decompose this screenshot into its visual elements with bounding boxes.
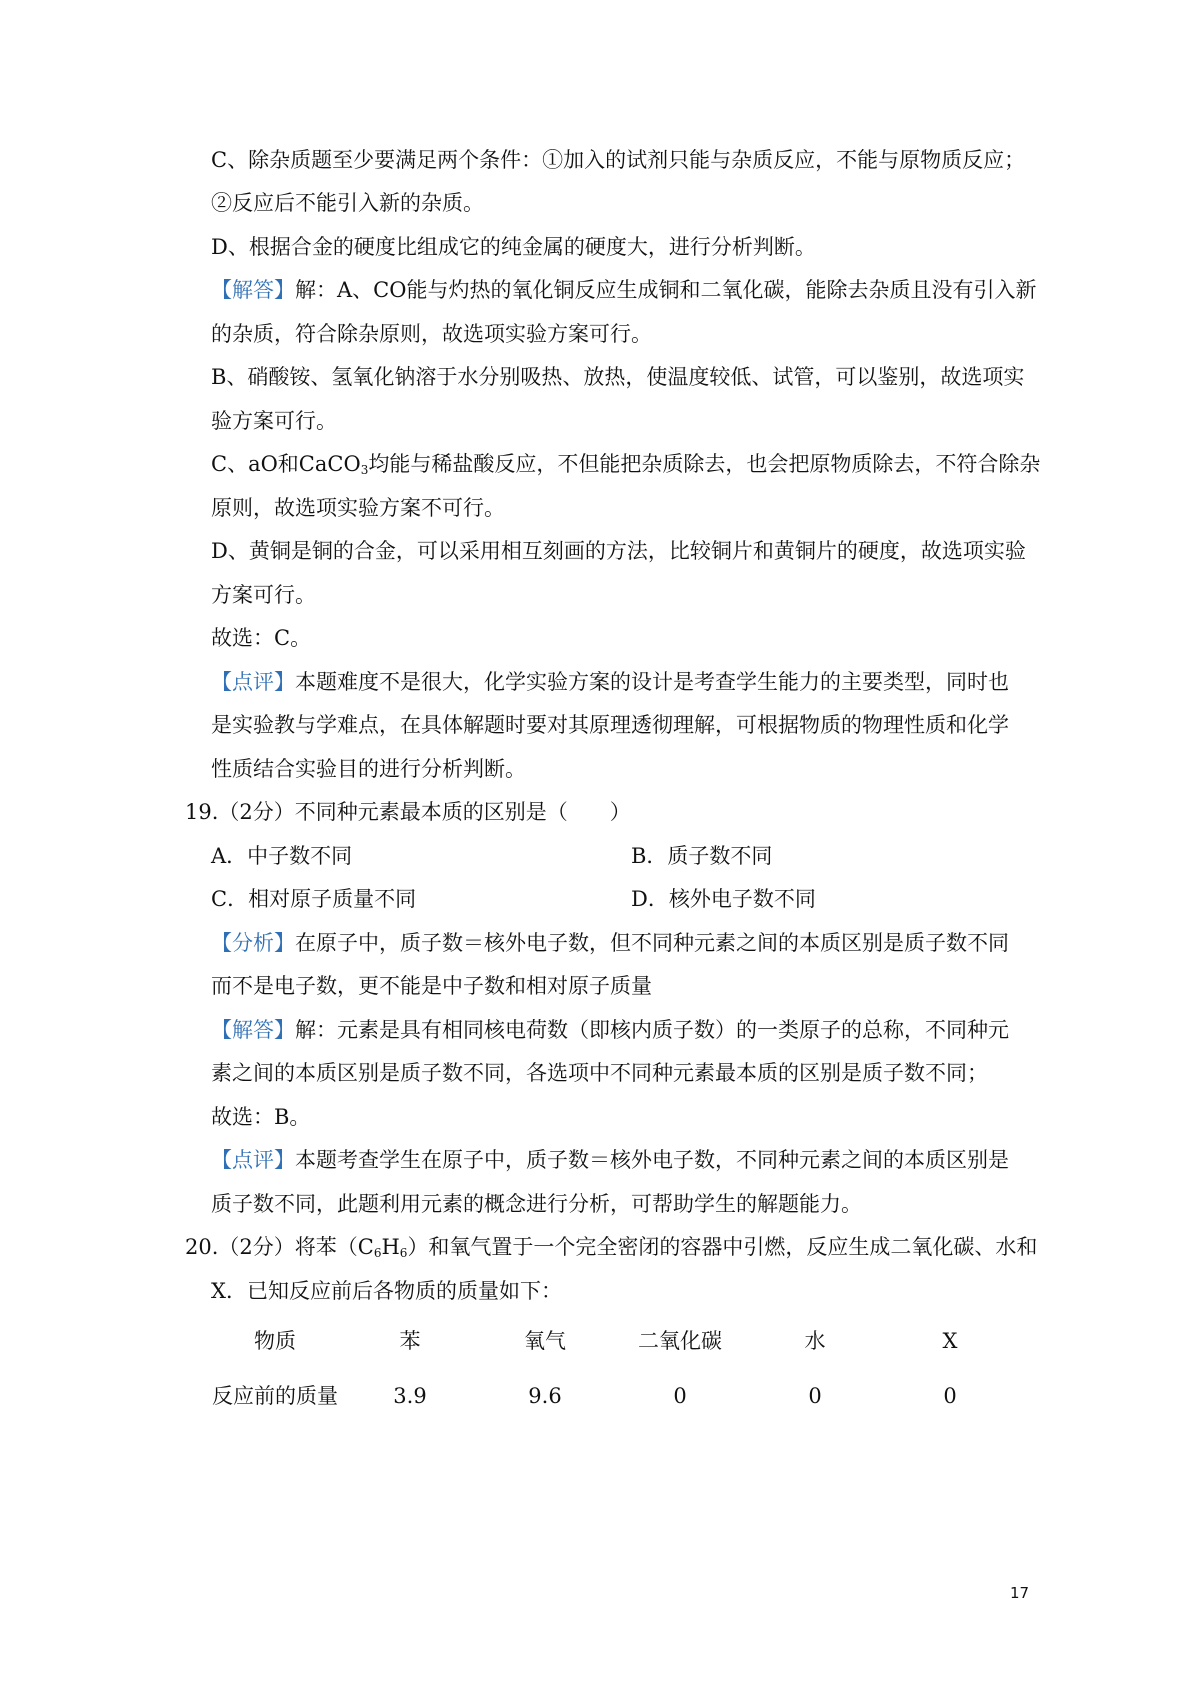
text-line: 而不是电子数，更不能是中子数和相对原子质量 xyxy=(211,974,652,998)
analysis-tag: 【分析】 xyxy=(211,931,295,955)
text-line: 质子数不同，此题利用元素的概念进行分析，可帮助学生的解题能力。 xyxy=(211,1192,862,1216)
option-a: A．中子数不同 xyxy=(211,844,353,868)
answer-tag: 【解答】 xyxy=(211,1018,295,1042)
text-line: D、黄铜是铜的合金，可以采用相互刻画的方法，比较铜片和黄铜片的硬度，故选项实验 xyxy=(211,539,1026,563)
choice-line: 故选：C。 xyxy=(211,626,312,650)
text-line xyxy=(211,450,1040,484)
table-header-cell: 物质 xyxy=(254,1329,296,1353)
table-header-cell: 氧气 xyxy=(524,1329,566,1353)
text-line: 素之间的本质区别是质子数不同，各选项中不同种元素最本质的区别是质子数不同； xyxy=(211,1061,988,1085)
text-line: 是实验教与学难点，在具体解题时要对其原理透彻理解，可根据物质的物理性质和化学 xyxy=(211,713,1009,737)
option-d: D．核外电子数不同 xyxy=(631,887,816,911)
comment-paragraph xyxy=(211,1146,1009,1174)
text-line: 方案可行。 xyxy=(211,583,316,607)
text-line: 原则，故选项实验方案不可行。 xyxy=(211,496,505,520)
text-span: 解：A、CO能与灼热的氧化铜反应生成铜和二氧化碳，能除去杂质且没有引入新 xyxy=(295,278,1037,302)
option-b: B．质子数不同 xyxy=(631,844,773,868)
table-cell: 0 xyxy=(943,1384,957,1408)
text-line: 的杂质，符合除杂原则，故选项实验方案可行。 xyxy=(211,322,652,346)
answer-tag: 【解答】 xyxy=(211,278,295,302)
question-20-stem xyxy=(185,1233,1037,1267)
subscript: 3 xyxy=(360,463,369,477)
text-span: H xyxy=(381,1235,400,1259)
comment-paragraph xyxy=(211,668,1009,696)
text-line: C、除杂质题至少要满足两个条件：①加入的试剂只能与杂质反应，不能与原物质反应； xyxy=(211,148,1026,172)
table-header-cell: 水 xyxy=(804,1329,826,1353)
comment-tag: 【点评】 xyxy=(211,670,295,694)
table-cell: 0 xyxy=(673,1384,687,1408)
option-c: C．相对原子质量不同 xyxy=(211,887,417,911)
table-header-cell: 二氧化碳 xyxy=(638,1329,722,1353)
text-span: 本题难度不是很大，化学实验方案的设计是考查学生能力的主要类型，同时也 xyxy=(295,670,1009,694)
text-span: 均能与稀盐酸反应，不但能把杂质除去，也会把原物质除去，不符合除杂 xyxy=(368,452,1041,476)
answer-paragraph xyxy=(211,276,1036,304)
text-span: C、aO和CaCO xyxy=(211,452,361,476)
text-line: X．已知反应前后各物质的质量如下： xyxy=(211,1279,562,1303)
choice-line: 故选：B。 xyxy=(211,1105,311,1129)
answer-paragraph xyxy=(211,1016,1009,1044)
table-cell: 0 xyxy=(808,1384,822,1408)
page-number: 17 xyxy=(1010,1584,1030,1602)
text-span: ）和氧气置于一个完全密闭的容器中引燃，反应生成二氧化碳、水和 xyxy=(407,1235,1038,1259)
subscript: 6 xyxy=(373,1246,382,1260)
table-cell: 反应前的质量 xyxy=(212,1384,338,1408)
question-19-stem: 19.（2分）不同种元素最本质的区别是（ ） xyxy=(185,800,631,824)
text-span: 20.（2分）将苯（C xyxy=(185,1235,374,1259)
table-cell: 9.6 xyxy=(528,1384,562,1408)
text-span: 本题考查学生在原子中，质子数＝核外电子数，不同种元素之间的本质区别是 xyxy=(295,1148,1009,1172)
text-line: 性质结合实验目的进行分析判断。 xyxy=(211,757,526,781)
comment-tag: 【点评】 xyxy=(211,1148,295,1172)
text-line: 验方案可行。 xyxy=(211,409,337,433)
text-line: D、根据合金的硬度比组成它的纯金属的硬度大，进行分析判断。 xyxy=(211,235,816,259)
text-line: ②反应后不能引入新的杂质。 xyxy=(211,191,484,215)
table-cell: 3.9 xyxy=(393,1384,427,1408)
subscript: 6 xyxy=(399,1246,408,1260)
analysis-paragraph xyxy=(211,929,1009,957)
table-header-cell: 苯 xyxy=(399,1329,421,1353)
table-header-cell: X xyxy=(942,1329,958,1353)
text-span: 解：元素是具有相同核电荷数（即核内质子数）的一类原子的总称，不同种元 xyxy=(295,1018,1009,1042)
text-span: 在原子中，质子数＝核外电子数，但不同种元素之间的本质区别是质子数不同 xyxy=(295,931,1009,955)
text-line: B、硝酸铵、氢氧化钠溶于水分别吸热、放热，使温度较低、试管，可以鉴别，故选项实 xyxy=(211,365,1025,389)
